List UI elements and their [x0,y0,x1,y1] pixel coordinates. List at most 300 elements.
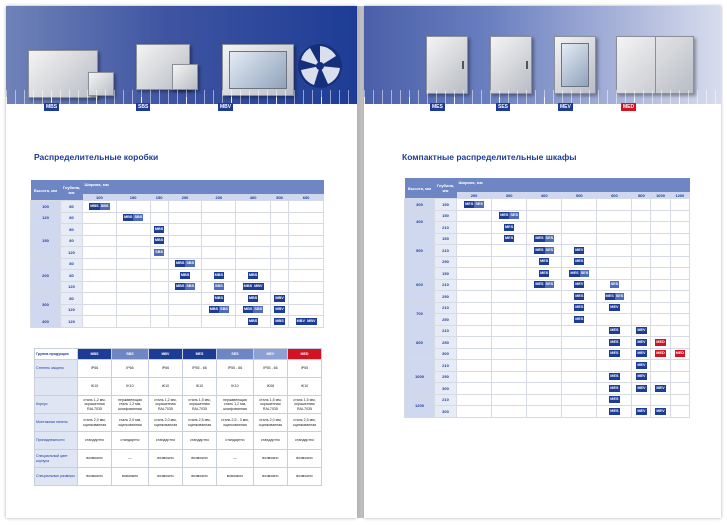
table-cell [457,314,492,326]
table-row [405,394,690,406]
availability-badge-ses: SES [545,282,554,287]
product-photo-mbv-window-box [222,44,294,96]
table-cell [562,268,597,280]
availability-badge-mes: MES [575,259,584,264]
table-row [31,235,324,247]
table-cell [150,316,168,328]
banner-right [364,6,721,104]
table-row [405,279,690,291]
depth-value: 120 [61,304,83,316]
availability-badge-mev: MEV [637,328,646,333]
table-cell [562,256,597,268]
spec-value: IP55 - 66 [253,360,287,378]
table-cell [83,235,117,247]
table-cell [492,256,527,268]
table-cell [168,293,202,305]
table-cell [492,222,527,234]
table-cell [116,212,150,224]
spec-value: сталь 2,0 мм, оцинкованная [253,414,287,432]
table-cell [289,247,324,259]
product-tag-mes: MES [432,104,443,110]
width-value: 150 [116,194,150,201]
table-cell [83,201,117,213]
spec-value: стандартно [182,432,216,450]
table-row [405,291,690,303]
spec-value: возможно [112,468,149,486]
spec-header-med: MED [287,349,321,360]
table-cell [597,383,632,395]
right-page [364,6,721,518]
availability-badge-mbs: MBS [214,272,224,277]
table-row [405,256,690,268]
table-cell [527,256,562,268]
height-value: 150 [31,224,61,259]
table-cell [150,258,168,270]
table-cell [632,222,651,234]
table-cell [492,348,527,360]
availability-badge-mbs: MBS [124,215,133,220]
table-cell [202,201,236,213]
width-value: 150 [150,194,168,201]
product-photo-mes-cabinet [426,36,468,94]
table-cell [492,302,527,314]
table-cell [116,304,150,316]
table-cell [632,371,651,383]
table-cell [168,235,202,247]
table-cell [236,224,271,236]
table-cell [527,337,562,349]
table-cell [83,224,117,236]
table-cell [271,258,289,270]
table-cell [492,199,527,211]
table-cell [527,245,562,257]
width-value: 500 [271,194,289,201]
table-cell [562,233,597,245]
table-cell [651,291,670,303]
table-cell [202,258,236,270]
table-cell [527,371,562,383]
boxes-size-table [30,180,324,328]
depth-value: 300 [435,348,457,360]
table-cell [527,360,562,372]
availability-badge-mes: MES [535,236,544,241]
table-cell [527,233,562,245]
spec-value: IK10 [78,378,112,396]
availability-badge-mbv: MBV [296,318,306,323]
table-cell [670,371,689,383]
table-cell [83,270,117,282]
availability-badge-med: MED [675,351,685,356]
table-row [31,258,324,270]
table-cell [492,394,527,406]
spec-value: IK10 [216,378,253,396]
spec-row [35,414,322,432]
availability-badge-mes: MES [500,213,509,218]
availability-badge-ses: SES [545,247,554,252]
table-cell [168,224,202,236]
spec-value: возможно [287,468,321,486]
table-cell [597,314,632,326]
table-cell [289,281,324,293]
table-cell [202,212,236,224]
spec-row [35,378,322,396]
depth-value: 80 [61,293,83,305]
table-cell [116,270,150,282]
table-cell [527,302,562,314]
table-cell [116,316,150,328]
table-cell [527,268,562,280]
width-header: Ширина, мм [457,178,690,192]
availability-badge-sbs: SBS [155,249,164,254]
table-cell [632,348,651,360]
spec-value: — [112,450,149,468]
table-row [405,383,690,395]
depth-value: 80 [61,258,83,270]
table-cell [168,247,202,259]
depth-value: 120 [61,316,83,328]
table-cell [651,348,670,360]
table-cell [527,279,562,291]
availability-badge-mev: MEV [656,408,665,413]
spec-value: IP66 [112,360,149,378]
table-cell [562,325,597,337]
table-cell [670,291,689,303]
table-cell [492,337,527,349]
table-cell [527,406,562,418]
table-cell [116,293,150,305]
ruler-major-ticks [364,97,721,104]
table-cell [202,304,236,316]
table-cell [670,406,689,418]
table-cell [236,293,271,305]
table-cell [492,383,527,395]
table-cell [457,383,492,395]
table-cell [202,293,236,305]
availability-badge-mbs: MBS [214,295,224,300]
availability-badge-sbs: SBS [134,215,143,220]
table-cell [168,212,202,224]
availability-badge-mes: MES [610,385,619,390]
table-cell [492,314,527,326]
table-cell [651,302,670,314]
availability-badge-ses: SES [545,236,554,241]
spec-value: IP66 [148,360,182,378]
width-value: 600 [597,192,632,199]
fan-icon [296,42,344,90]
table-cell [271,212,289,224]
spec-header-mes: MES [182,349,216,360]
depth-value: 210 [435,222,457,234]
availability-badge-mes: MES [575,305,584,310]
depth-value: 80 [61,270,83,282]
table-cell [670,394,689,406]
availability-badge-mes: MES [610,339,619,344]
table-cell [271,235,289,247]
spec-value: стандартно [216,432,253,450]
table-cell [457,199,492,211]
table-cell [457,302,492,314]
spec-row-label: Корпус [35,396,78,414]
table-cell [168,270,202,282]
spec-row [35,432,322,450]
height-value: 300 [405,199,435,211]
cabinets-size-table [404,178,690,418]
table-cell [632,314,651,326]
depth-value: 80 [61,201,83,213]
table-cell [168,316,202,328]
spec-value: сталь 1,5 мм, окрашенная RAL7035 [182,396,216,414]
availability-badge-mbs: MBS [90,203,99,208]
table-row [405,302,690,314]
table-cell [651,256,670,268]
table-cell [271,201,289,213]
table-cell [562,199,597,211]
table-cell [492,360,527,372]
availability-badge-mbs: MBS [275,318,284,323]
table-cell [457,256,492,268]
table-cell [236,235,271,247]
table-cell [457,291,492,303]
height-value: 700 [405,302,435,325]
width-value: 800 [632,192,651,199]
height-value: 400 [405,210,435,233]
table-cell [527,394,562,406]
table-cell [527,210,562,222]
table-cell [457,210,492,222]
spec-header-label: Группа продукции [35,349,78,360]
availability-badge-ses: SES [615,293,624,298]
table-cell [597,406,632,418]
table-cell [632,210,651,222]
depth-value: 150 [435,210,457,222]
table-cell [457,233,492,245]
availability-badge-mes: MES [610,328,619,333]
table-cell [457,360,492,372]
width-value: 500 [562,192,597,199]
spec-value: стандартно [148,432,182,450]
availability-badge-mbv: MBV [275,295,284,300]
spec-value: IP55 [287,360,321,378]
spec-value: возможно [182,450,216,468]
availability-badge-mev: MEV [637,408,646,413]
spec-value: возможно [78,450,112,468]
table-cell [202,235,236,247]
table-cell [236,247,271,259]
spec-value: возможно [148,468,182,486]
depth-value: 210 [435,279,457,291]
table-cell [670,302,689,314]
table-cell [670,279,689,291]
table-cell [83,247,117,259]
width-value: 400 [527,192,562,199]
depth-value: 150 [435,233,457,245]
depth-value: 210 [435,245,457,257]
table-row [405,222,690,234]
depth-value: 150 [435,199,457,211]
table-cell [632,279,651,291]
height-value: 1000 [405,360,435,395]
height-value: 500 [405,233,435,268]
spec-header-sbs: SBS [112,349,149,360]
availability-badge-ses: SES [475,201,483,206]
table-cell [527,325,562,337]
table-cell [289,316,324,328]
table-cell [632,406,651,418]
availability-badge-mes: MES [605,293,614,298]
table-cell [632,291,651,303]
table-row [405,371,690,383]
table-row [405,268,690,280]
table-cell [562,371,597,383]
table-cell [83,316,117,328]
height-value: 100 [31,201,61,213]
availability-badge-mes: MES [570,270,579,275]
table-cell [116,201,150,213]
availability-badge-mes: MES [505,224,514,229]
table-cell [651,222,670,234]
table-cell [651,233,670,245]
availability-badge-sbs: SBS [214,284,223,289]
spec-row [35,360,322,378]
availability-badge-mev: MEV [637,351,646,356]
depth-value: 250 [435,256,457,268]
width-value: 400 [236,194,271,201]
table-cell [271,270,289,282]
table-cell [562,314,597,326]
table-cell [457,406,492,418]
table-cell [168,258,202,270]
table-cell [632,256,651,268]
table-cell [492,406,527,418]
table-cell [632,302,651,314]
table-cell [116,258,150,270]
table-cell [168,304,202,316]
height-value: 600 [405,268,435,303]
spec-row-label: Степень защиты [35,360,78,378]
width-value: 200 [202,194,236,201]
table-cell [670,210,689,222]
table-cell [632,394,651,406]
availability-badge-mes: MES [505,236,514,241]
availability-badge-mes: MES [535,247,544,252]
table-cell [457,371,492,383]
spec-value: — [216,450,253,468]
table-cell [289,258,324,270]
depth-value: 210 [435,360,457,372]
table-cell [527,314,562,326]
table-cell [202,281,236,293]
height-value: 120 [31,212,61,224]
availability-badge-sbs: SBS [100,203,109,208]
availability-badge-mev: MEV [575,247,584,252]
spec-value: возможно [148,450,182,468]
table-row [405,314,690,326]
table-cell [492,268,527,280]
spec-header-mbs: MBS [78,349,112,360]
table-cell [597,360,632,372]
table-cell [651,383,670,395]
availability-badge-mbs: MBS [248,295,258,300]
table-cell [562,210,597,222]
availability-badge-mes: MES [610,351,619,356]
table-cell [202,270,236,282]
window-glass [561,43,589,87]
table-cell [597,337,632,349]
section-title-cabinets: Компактные распределительные шкафы [402,152,577,162]
depth-value: 80 [61,212,83,224]
table-cell [597,325,632,337]
table-cell [632,245,651,257]
spec-value: IK10 [287,378,321,396]
spec-value: IK10 [182,378,216,396]
product-tag-med: MED [623,104,635,110]
availability-badge-med: MED [656,351,665,356]
spec-value: сталь 2,0 мм, оцинкованная [78,414,112,432]
table-cell [562,337,597,349]
table-row [31,212,324,224]
table-cell [236,258,271,270]
table-cell [492,245,527,257]
table-cell [492,279,527,291]
table-cell [457,394,492,406]
spec-value: сталь 2,0 мм, оцинкованная [112,414,149,432]
spec-value: сталь 2,5 мм, оцинкованная [287,414,321,432]
spec-row [35,450,322,468]
spec-row [35,396,322,414]
product-photo-sbs-front-box [172,64,198,90]
depth-value: 120 [61,281,83,293]
table-cell [597,256,632,268]
table-cell [271,316,289,328]
availability-badge-ses: SES [610,282,619,287]
spec-value: сталь 2,0 мм, оцинкованная [148,414,182,432]
table-cell [670,325,689,337]
table-cell [271,293,289,305]
table-cell [116,247,150,259]
table-cell [670,360,689,372]
spec-row-label: Монтажная панель [35,414,78,432]
availability-badge-sbs: SBS [186,284,195,289]
availability-badge-mev: MEV [637,374,646,379]
spec-row-label [35,378,78,396]
table-cell [236,304,271,316]
table-cell [236,316,271,328]
availability-badge-mev: MEV [637,362,646,367]
depth-value: 210 [435,302,457,314]
availability-badge-mes: MES [465,201,474,206]
availability-badge-mbs: MBS [154,226,164,231]
availability-badge-mbs: MBS [243,284,253,289]
product-photo-mev-window-cabinet [554,36,596,94]
availability-badge-mbs: MBS [209,307,219,312]
table-row [405,233,690,245]
product-tag-mev: MEV [560,104,571,110]
table-row [405,199,690,211]
spec-value: возможно [182,468,216,486]
depth-header: Глубина, мм [61,180,83,201]
availability-badge-mev: MEV [637,339,646,344]
spec-value: сталь 1,5 мм, окрашенная RAL7035 [287,396,321,414]
spec-value: возможно [78,468,112,486]
table-cell [632,268,651,280]
table-cell [150,201,168,213]
availability-badge-mev: MEV [656,385,665,390]
table-cell [651,279,670,291]
height-header: Высота, мм [31,180,61,201]
spec-value: IP66 [78,360,112,378]
table-cell [597,245,632,257]
table-cell [289,201,324,213]
